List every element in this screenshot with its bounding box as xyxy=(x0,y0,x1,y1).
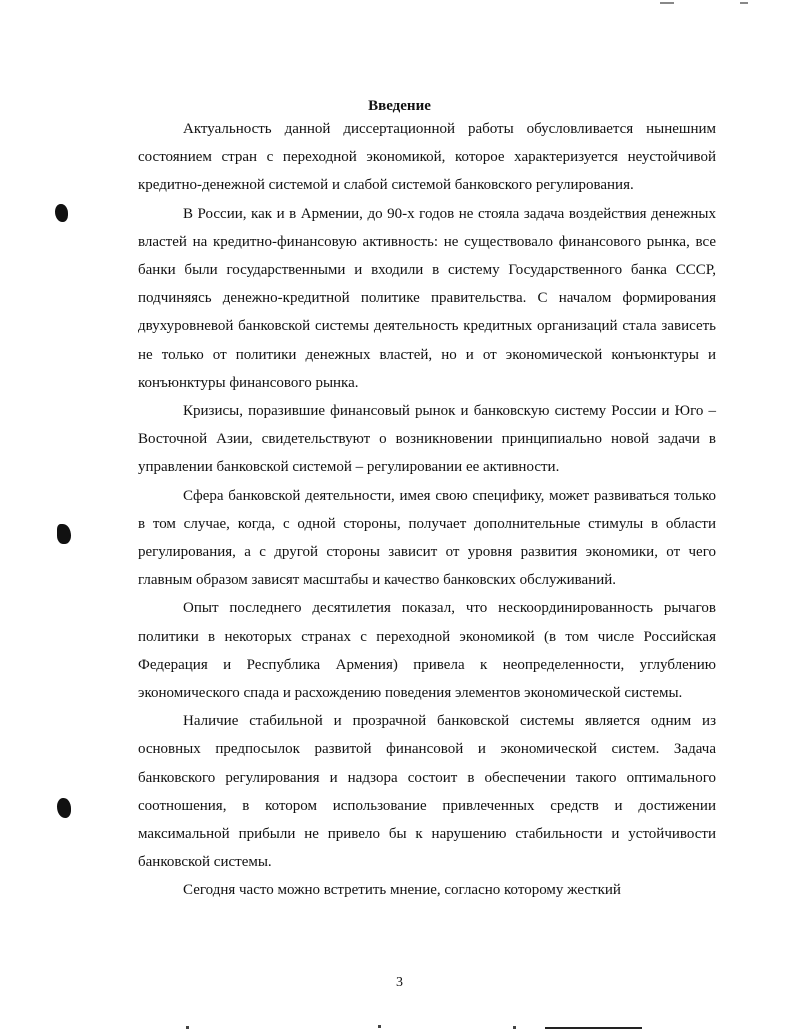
punch-hole-mark xyxy=(57,798,71,818)
scan-speck xyxy=(186,1026,189,1029)
paragraph: Сегодня часто можно встретить мнение, согласно которому жесткий xyxy=(183,882,621,899)
body-text xyxy=(138,115,716,905)
paragraph: Опыт последнего десятилетия показал, что нескоординированность рычагов политики в некоторых странах с переходной экономикой (в том числе Российская Федерация и Республика Армения) привела к неопределенности, углублению экономического спада и расхождению поведения элементов экономической системы. xyxy=(138,600,716,702)
scan-mark xyxy=(740,2,748,4)
paragraph: Актуальность данной диссертационной работы обусловливается нынешним состоянием стран с переходной экономикой, которое характеризуется неустойчивой кредитно-денежной системой и слабой системой банковского регулирования. xyxy=(138,121,716,194)
punch-hole-mark xyxy=(57,524,71,544)
scan-mark xyxy=(660,2,674,4)
paragraph: Кризисы, поразившие финансовый рынок и банковскую систему России и Юго – Восточной Азии, свидетельствуют о возникновении принципиально новой задачи в управлении банковской системой – регулировании ее активности. xyxy=(138,403,716,476)
page-title: Введение xyxy=(368,98,431,115)
page-number: 3 xyxy=(396,975,403,990)
scan-speck xyxy=(513,1026,516,1029)
paragraph: Наличие стабильной и прозрачной банковской системы является одним из основных предпосылок развитой финансовой и экономической систем. Задача банковского регулирования и надзора состоит в обеспечении такого оптимального соотношения, в котором использование привлеченных средств и достижении максимальной прибыли не привело бы к нарушению стабильности и устойчивости банковской системы. xyxy=(138,713,716,871)
scan-line xyxy=(545,1027,642,1029)
paragraph: В России, как и в Армении, до 90-х годов не стояла задача воздействия денежных властей на кредитно-финансовую активность: не существовало финансового рынка, все банки были государственными и входили в систему Государственного банка СССР, подчиняясь денежно-кредитной политике правительства. С началом формирования двухуровневой банковской системы деятельность кредитных организаций стала зависеть не только от политики денежных властей, но и от экономической конъюнктуры и конъюнктуры финансового рынка. xyxy=(138,205,716,391)
scan-speck xyxy=(378,1025,381,1028)
punch-hole-mark xyxy=(55,204,68,222)
paragraph: Сфера банковской деятельности, имея свою специфику, может развиваться только в том случае, когда, с одной стороны, получает дополнительные стимулы в области регулирования, а с другой стороны зависит от уровня развития экономики, от чего главным образом зависят масштабы и качество банковских обслуживаний. xyxy=(138,487,716,589)
